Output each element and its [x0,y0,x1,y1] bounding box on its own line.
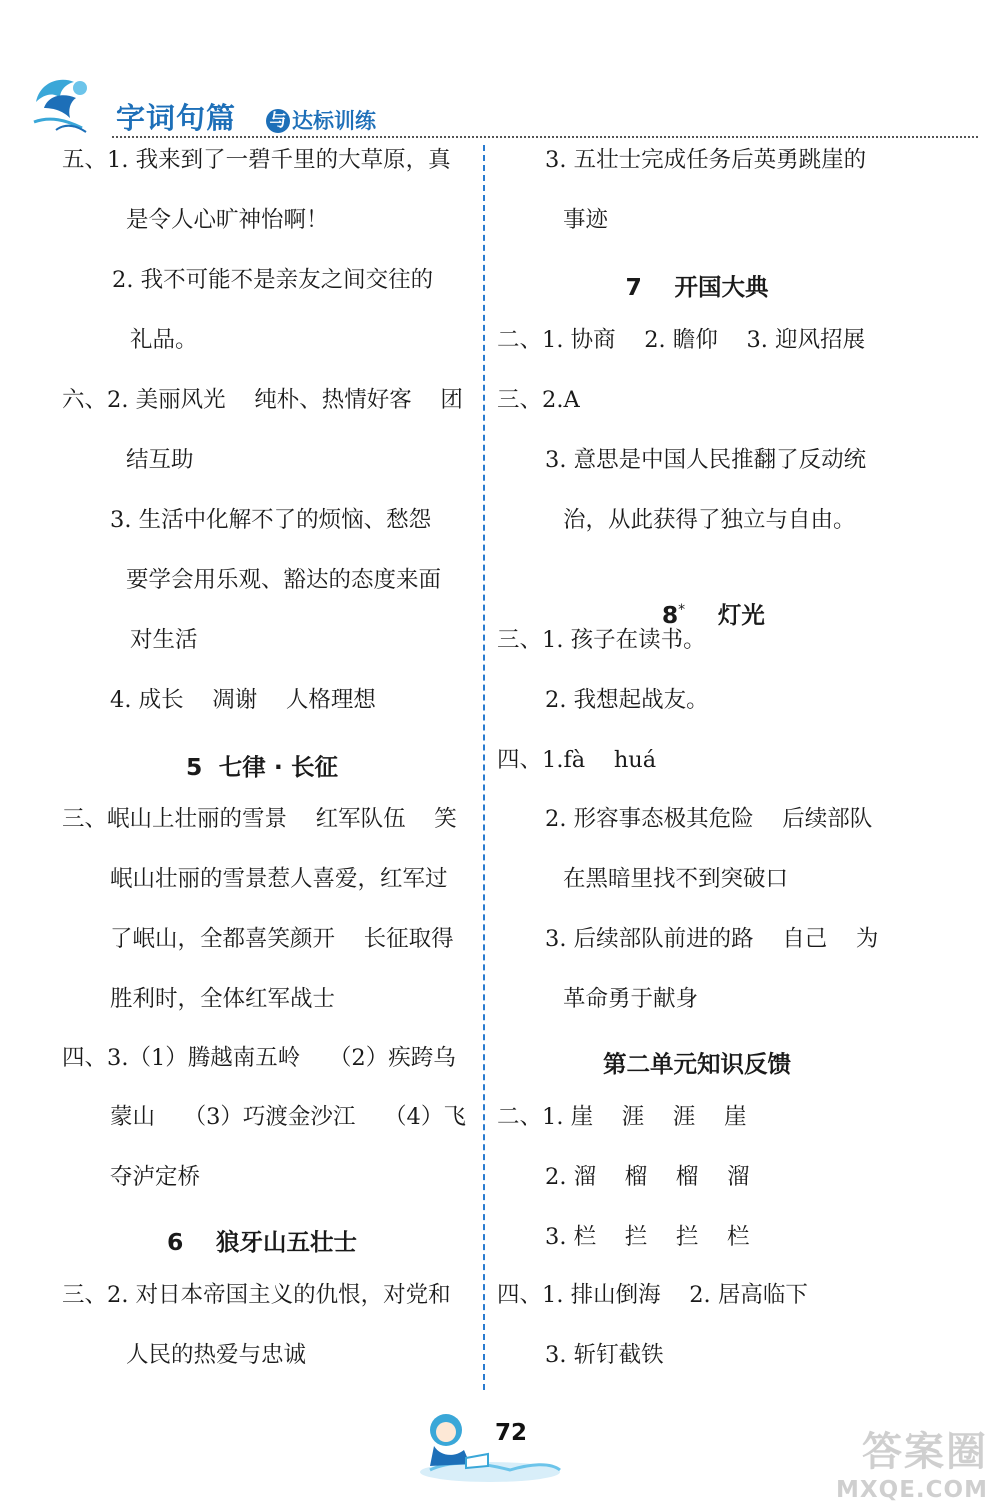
answer-line: 三、2.A [497,387,580,413]
answer-line: 六、2. 美丽风光 纯朴、热情好客 团 [62,387,463,413]
answer-line: 三、岷山上壮丽的雪景 红军队伍 笑 [62,806,457,832]
book-connector: 与 [266,109,290,133]
header-rule [112,136,978,138]
book-subtitle [266,105,376,135]
answer-line: 3. 生活中化解不了的烦恼、愁怨 [110,507,432,533]
answer-line: 革命勇于献身 [563,986,699,1012]
answer-line: 对生活 [130,627,198,653]
answer-line: 治，从此获得了独立与自由。 [563,507,856,533]
column-divider [483,145,485,1390]
answer-line: 五、1. 我来到了一碧千里的大草原，真 [62,147,451,173]
answer-line: 四、1. 排山倒海 2. 居高临下 [497,1282,808,1308]
answer-line: 结互助 [126,447,194,473]
answer-line: 事迹 [563,207,609,233]
watermark-bottom: MXQE.COM [836,1477,988,1503]
answer-line: 四、3.（1）腾越南五岭 （2）疾跨乌 [62,1045,456,1071]
book-subtitle-text: 达标训练 [292,108,376,133]
answer-line: 3. 斩钉截铁 [545,1342,664,1368]
answer-line: 是令人心旷神怡啊！ [126,207,329,233]
section-title: 第二单元知识反馈 [603,1050,791,1078]
watermark [836,1420,988,1503]
answer-line: 3. 栏 拦 拦 栏 [545,1224,750,1250]
answer-line: 四、1.fà huá [497,747,657,773]
optional-mark: * [678,602,686,619]
answer-line: 岷山壮丽的雪景惹人喜爱，红军过 [110,866,448,892]
answer-line: 三、2. 对日本帝国主义的仇恨，对党和 [62,1282,451,1308]
section-number: 8 [661,601,679,629]
section-name: 灯光 [717,601,765,629]
answer-line: 3. 五壮士完成任务后英勇跳崖的 [545,147,867,173]
answer-line: 3. 后续部队前进的路 自己 为 [545,926,879,952]
answer-line: 胜利时，全体红军战士 [110,986,336,1012]
answer-line: 要学会用乐观、豁达的态度来面 [126,567,442,593]
answer-line: 4. 成长 凋谢 人格理想 [110,687,376,713]
answer-line: 礼品。 [130,327,198,353]
answer-line: 2. 我不可能不是亲友之间交往的 [112,267,434,293]
section-title: 7 开国大典 [625,273,769,301]
answer-line: 蒙山 （3）巧渡金沙江 （4）飞 [110,1104,466,1130]
answer-line: 3. 意思是中国人民推翻了反动统 [545,447,867,473]
answer-line: 了岷山，全都喜笑颜开 长征取得 [110,926,454,952]
watermark-top: 答案圈 [862,1429,988,1475]
answer-line: 2. 溜 榴 榴 溜 [545,1164,750,1190]
reading-child-icon [410,1400,570,1490]
book-title: 字词句篇 [116,101,237,135]
answer-line: 三、1. 孩子在读书。 [497,627,706,653]
book-logo-icon [30,72,100,136]
answer-line: 二、1. 协商 2. 瞻仰 3. 迎风招展 [497,327,866,353]
answer-line: 夺泸定桥 [110,1164,201,1190]
answer-line: 2. 形容事态极其危险 后续部队 [545,806,873,832]
answer-line: 2. 我想起战友。 [545,687,709,713]
page-header [30,72,980,142]
answer-line: 人民的热爱与忠诚 [126,1342,307,1368]
section-title: 6 狼牙山五壮士 [166,1228,358,1256]
answer-line: 在黑暗里找不到突破口 [563,866,789,892]
page-number: 72 [495,1420,528,1446]
section-title: 5 七律 · 长征 [185,753,338,781]
answer-line: 二、1. 崖 涯 涯 崖 [497,1104,747,1130]
